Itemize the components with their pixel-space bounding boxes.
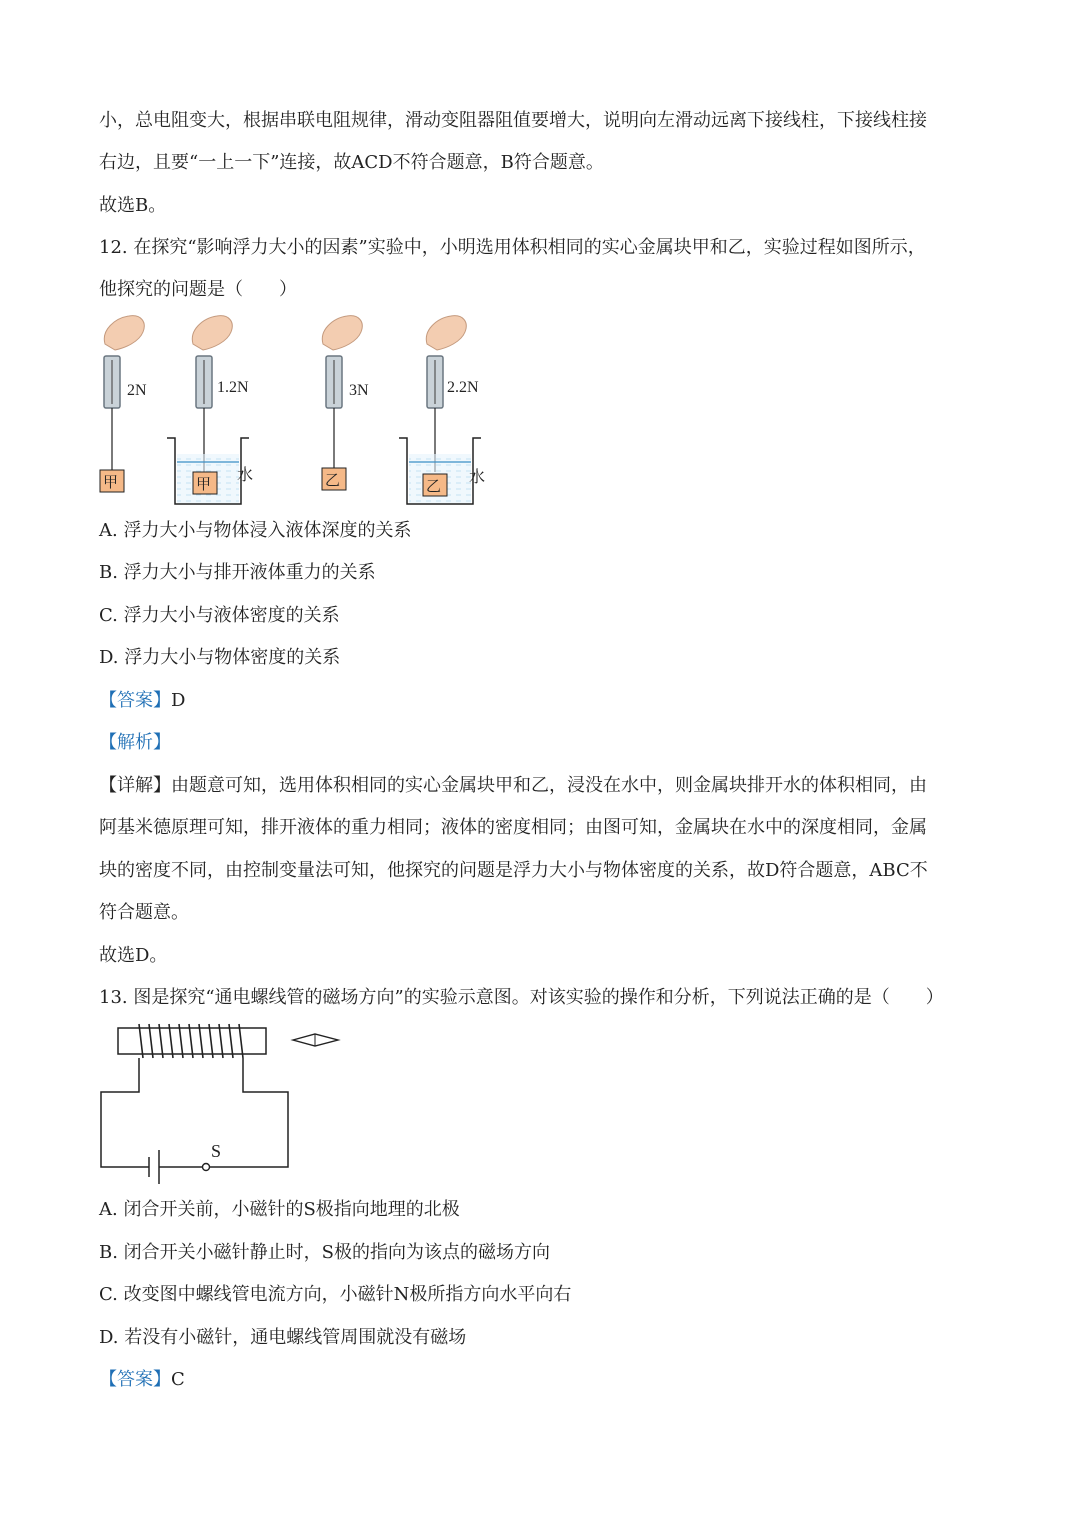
q12-stem-line-1: 12. 在探究“影响浮力大小的因素”实验中，小明选用体积相同的实心金属块甲和乙，实验过程如图所示， <box>99 237 926 258</box>
block-label-3: 乙 <box>325 473 341 489</box>
q12-option-d: D. 浮力大小与物体密度的关系 <box>99 647 341 668</box>
answer-tag: 【答案】 <box>99 690 171 711</box>
q13-stem: 13. 图是探究“通电螺线管的磁场方向”的实验示意图。对该实验的操作和分析，下列说法正确的是（ ） <box>99 987 944 1008</box>
answer-value: C <box>171 1369 185 1390</box>
answer-value: D <box>171 690 186 711</box>
q12-option-a: A. 浮力大小与物体浸入液体深度的关系 <box>99 520 412 541</box>
q12-detail-line-1 <box>99 774 927 798</box>
reading-3: 3N <box>349 382 369 399</box>
prev-choose: 故选B。 <box>99 195 167 216</box>
q12-stem-line-2: 他探究的问题是（ ） <box>99 279 297 300</box>
prev-text-line-1: 小，总电阻变大，根据串联电阻规律，滑动变阻器阻值要增大，说明向左滑动远离下接线柱，下接线柱接 <box>99 110 927 131</box>
q13-option-b: B. 闭合开关小磁针静止时，S极的指向为该点的磁场方向 <box>99 1242 550 1263</box>
reading-1: 2N <box>127 382 147 399</box>
q13-option-d: D. 若没有小磁针，通电螺线管周围就没有磁场 <box>99 1327 467 1348</box>
reading-4: 2.2N <box>447 379 479 396</box>
reading-2: 1.2N <box>217 379 249 396</box>
block-label-1: 甲 <box>103 475 119 491</box>
q13-option-c: C. 改变图中螺线管电流方向，小磁针N极所指方向水平向右 <box>99 1284 572 1305</box>
spring-scale-3 <box>322 316 369 490</box>
q12-option-b: B. 浮力大小与排开液体重力的关系 <box>99 562 376 583</box>
q12-option-c: C. 浮力大小与液体密度的关系 <box>99 605 340 626</box>
q12-detail-line-3: 块的密度不同，由控制变量法可知，他探究的问题是浮力大小与物体密度的关系，故D符合题意，ABC不 <box>99 860 928 881</box>
hand-icon <box>322 316 362 350</box>
answer-tag: 【答案】 <box>99 1369 171 1390</box>
switch-icon <box>203 1164 210 1171</box>
q12-choose: 故选D。 <box>99 945 168 966</box>
hand-icon <box>192 316 232 350</box>
q12-detail-line-2: 阿基米德原理可知，排开液体的重力相同；液体的密度相同；由图可知，金属块在水中的深度相同，金属 <box>99 817 927 838</box>
hand-icon <box>426 316 466 350</box>
detail-text-1: 由题意可知，选用体积相同的实心金属块甲和乙，浸没在水中，则金属块排开水的体积相同，由 <box>171 775 927 796</box>
block-label-2: 甲 <box>196 477 212 493</box>
analysis-tag: 【解析】 <box>99 732 171 753</box>
spring-scale-4 <box>399 316 485 504</box>
q13-solenoid-figure <box>95 1020 355 1190</box>
q12-answer <box>99 689 185 713</box>
q13-option-a: A. 闭合开关前，小磁针的S极指向地理的北极 <box>99 1199 460 1220</box>
spring-scale-1 <box>100 316 147 492</box>
water-label-2: 水 <box>469 469 486 486</box>
wire-left <box>101 1058 149 1167</box>
hand-icon <box>104 316 144 350</box>
spring-scale-2 <box>167 316 253 504</box>
q13-answer <box>99 1368 185 1392</box>
prev-text-line-2: 右边，且要“一上一下”连接，故ACD不符合题意，B符合题意。 <box>99 152 604 173</box>
block-label-4: 乙 <box>426 479 442 495</box>
switch-label: S <box>211 1141 222 1161</box>
q12-detail-line-4: 符合题意。 <box>99 902 189 923</box>
water-label-1: 水 <box>237 467 254 484</box>
q12-buoyancy-figure <box>95 312 495 512</box>
q12-analysis <box>99 731 171 755</box>
detail-tag: 【详解】 <box>99 775 171 796</box>
